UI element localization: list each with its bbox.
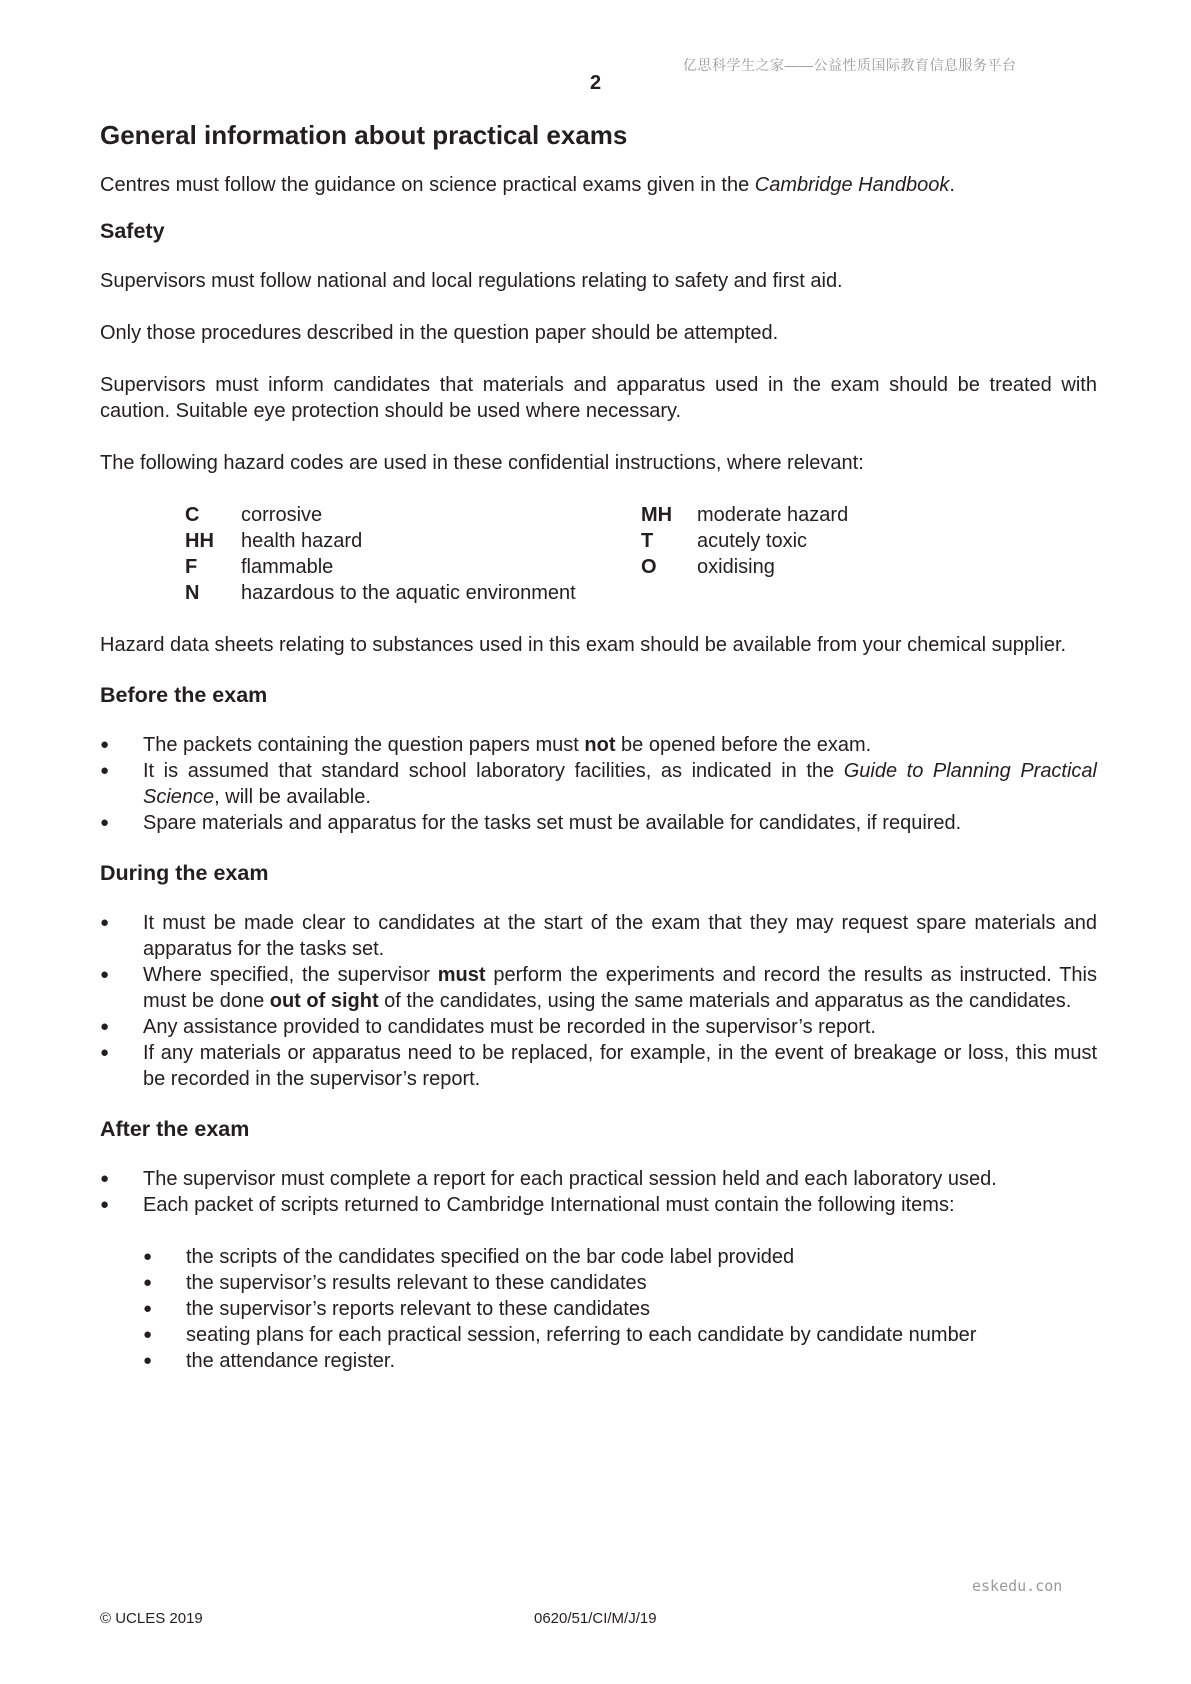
safety-heading: Safety bbox=[100, 219, 165, 243]
safety-paragraph-1: Supervisors must follow national and local regulations relating to safety and first aid. bbox=[100, 270, 843, 292]
list-item: ● The supervisor must complete a report for each practical session held and each laboratory used. bbox=[100, 1166, 1097, 1192]
safety-paragraph-5: Hazard data sheets relating to substances used in this exam should be available from your chemical supplier. bbox=[100, 634, 1067, 656]
intro-end: . bbox=[949, 174, 955, 196]
watermark-top: 亿思科学生之家——公益性质国际教育信息服务平台 bbox=[683, 57, 1017, 73]
hazard-label: acutely toxic bbox=[697, 530, 808, 552]
safety-paragraph-4: The following hazard codes are used in these confidential instructions, where relevant: bbox=[100, 452, 864, 474]
list-item bbox=[100, 758, 1097, 810]
item-bold: not bbox=[584, 734, 616, 756]
during-heading: During the exam bbox=[100, 861, 269, 885]
after-heading: After the exam bbox=[100, 1117, 250, 1141]
hazard-code: MH bbox=[641, 504, 673, 526]
before-list bbox=[100, 732, 1097, 836]
item-text: It is assumed that standard school laboratory facilities, as indicated in the bbox=[143, 760, 844, 782]
list-item: ● Spare materials and apparatus for the tasks set must be available for candidates, if required. bbox=[100, 810, 1097, 836]
before-heading: Before the exam bbox=[100, 683, 268, 707]
list-item: ● the scripts of the candidates specified on the bar code label provided bbox=[143, 1244, 1097, 1270]
hazard-code: C bbox=[185, 504, 200, 526]
hazard-code: F bbox=[185, 556, 198, 578]
footer-paper-code: 0620/51/CI/M/J/19 bbox=[534, 1610, 657, 1627]
item-text: of the candidates, using the same materials and apparatus as the candidates. bbox=[378, 990, 1072, 1012]
page-number: 2 bbox=[589, 72, 602, 94]
after-list bbox=[100, 1166, 1097, 1218]
list-item: ● the attendance register. bbox=[143, 1348, 1097, 1374]
intro-text: Centres must follow the guidance on science practical exams given in the bbox=[100, 174, 755, 196]
list-item: ● It must be made clear to candidates at the start of the exam that they may request spare materials and apparatus for the tasks set. bbox=[100, 910, 1097, 962]
hazard-label: hazardous to the aquatic environment bbox=[241, 582, 576, 604]
list-item bbox=[100, 732, 1097, 758]
intro-paragraph bbox=[100, 172, 1097, 198]
hazard-code: HH bbox=[185, 530, 214, 552]
hazard-label: health hazard bbox=[241, 530, 363, 552]
page-content bbox=[100, 118, 1097, 1374]
item-bold: must bbox=[437, 964, 486, 986]
after-sublist bbox=[143, 1244, 1097, 1374]
hazard-codes-table bbox=[185, 502, 1097, 606]
hazard-code: N bbox=[185, 582, 200, 604]
watermark-bottom: eskedu.con bbox=[972, 1577, 1063, 1595]
safety-paragraph-2: Only those procedures described in the question paper should be attempted. bbox=[100, 322, 779, 344]
item-bold: out of sight bbox=[269, 990, 379, 1012]
list-item: ● Each packet of scripts returned to Cambridge International must contain the following items: bbox=[100, 1192, 1097, 1218]
list-item: ● If any materials or apparatus need to be replaced, for example, in the event of breakage or loss, this must be recorded in the supervisor’s report. bbox=[100, 1040, 1097, 1092]
item-text: , will be available. bbox=[214, 786, 371, 808]
hazard-label: moderate hazard bbox=[697, 504, 849, 526]
page-title: General information about practical exams bbox=[100, 120, 628, 150]
list-item: ● Any assistance provided to candidates must be recorded in the supervisor’s report. bbox=[100, 1014, 1097, 1040]
list-item: ● the supervisor’s reports relevant to these candidates bbox=[143, 1296, 1097, 1322]
hazard-label: flammable bbox=[241, 556, 334, 578]
footer-copyright: © UCLES 2019 bbox=[100, 1610, 203, 1627]
list-item: ● seating plans for each practical session, referring to each candidate by candidate number bbox=[143, 1322, 1097, 1348]
item-text: Where specified, the supervisor bbox=[143, 964, 438, 986]
item-text: be opened before the exam. bbox=[615, 734, 872, 756]
list-item: ● the supervisor’s results relevant to these candidates bbox=[143, 1270, 1097, 1296]
item-text: The packets containing the question papers must bbox=[143, 734, 585, 756]
during-list bbox=[100, 910, 1097, 1092]
item-text: perform the experiments and record the results as instructed. This must be done bbox=[143, 964, 1097, 1012]
list-item bbox=[100, 962, 1097, 1014]
hazard-label: oxidising bbox=[697, 556, 775, 578]
safety-paragraph-3: Supervisors must inform candidates that materials and apparatus used in the exam should be treated with caution. Suitable eye protection should be used where necessary. bbox=[100, 374, 1097, 422]
intro-italic: Cambridge Handbook bbox=[754, 174, 950, 196]
hazard-code: O bbox=[641, 556, 657, 578]
item-italic: Guide to Planning Practical Science bbox=[143, 760, 1098, 808]
hazard-code: T bbox=[641, 530, 654, 552]
hazard-label: corrosive bbox=[241, 504, 323, 526]
